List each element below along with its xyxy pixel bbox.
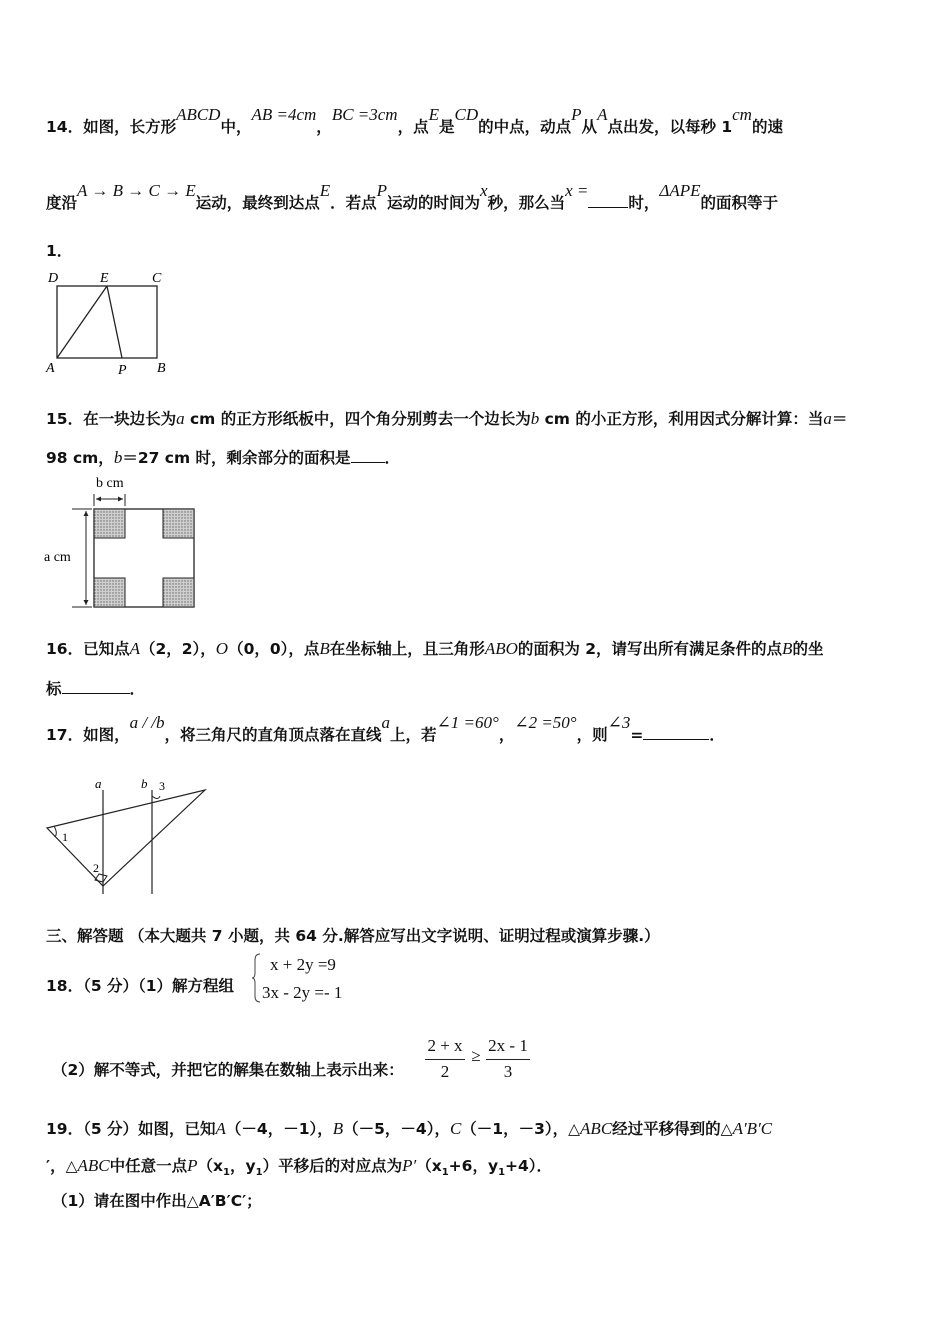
fraction-right [486,1036,530,1082]
label-b: B [157,361,166,376]
q18-line1: 18．（5 分）（1）解方程组 [46,977,235,995]
label-a: a [95,776,102,791]
math-path: A → B → C → E [77,181,196,200]
section-3-heading: 三、解答题 （本大题共 7 小题，共 64 分.解答应写出文字说明、证明过程或演算步骤.） [46,927,660,945]
q14-line1: 14．如图，长方形ABCD中，AB =4cm，BC =3cm，点E是CD的中点，动点P从A点出发，以每秒 1cm的速 [46,105,783,136]
corner-square-bl [94,578,125,607]
label-2: 2 [93,861,99,875]
q17-line1: 17．如图，a / /b，将三角尺的直角顶点落在直线a上，若∠1 =60°，∠2 =50°，则∠3= ． [46,713,725,744]
triangle-ruler [47,790,205,886]
label-d: D [48,271,59,286]
q15-line1: 15．在一块边长为a cm 的正方形纸板中，四个角分别剪去一个边长为b cm 的小正方形，利用因式分解计算：当a＝ [46,409,848,428]
equation-2: 3x - 2y =- 1 [262,983,343,1002]
label-c: C [152,271,162,286]
q19-line1: 19．（5 分）如图，已知A（－4，－1），B（－5，－4），C（－1，－3），△ABC经过平移得到的△A′B′C [46,1119,773,1138]
label-a-cm: a cm [44,550,71,565]
geq-sign: ≥ [471,1046,481,1065]
math-ab: AB =4cm [251,105,317,124]
equation-1: x + 2y =9 [270,955,336,974]
q18-line2: （2）解不等式，并把它的解集在数轴上表示出来： [52,1061,404,1079]
q14-line3: 1． [46,242,73,260]
label-b: b [141,776,148,791]
q19-line2: ′，△ABC中任意一点$P(x_1$，$y_1$）平移后的对应点为$P'(x_1+6$，$y_1+4$）． [46,1156,553,1179]
label-b-cm: b cm [96,476,124,491]
triangle-ruler-figure [40,770,220,902]
corner-square-tl [94,509,125,538]
label-e: E [100,271,109,286]
math-bc: BC =3cm [331,105,398,124]
fraction-left [425,1036,465,1082]
segment-ep [107,286,122,358]
answer-blank[interactable] [351,447,385,463]
label-1: 1 [62,830,68,844]
answer-blank[interactable] [588,192,628,208]
brace-icon [252,953,262,1003]
rectangle-figure [40,266,180,380]
label-3: 3 [159,779,165,793]
label-p: P [118,363,127,378]
q19-line3: （1）请在图中作出△A′B′C′； [52,1192,262,1210]
label-a: A [46,361,55,376]
q14-line2: 度沿A → B → C → E运动，最终到达点E．若点P运动的时间为x秒，那么当x =时，ΔAPE的面积等于 [46,181,779,212]
rect-abcd [57,286,157,358]
numerator-left: 2 + x [427,1036,463,1055]
denominator-right: 3 [503,1062,513,1081]
math-abcd: ABCD [176,105,221,124]
corner-square-tr [163,509,194,538]
numerator-right: 2x - 1 [488,1036,528,1055]
answer-blank[interactable] [643,724,709,740]
denominator-left: 2 [440,1062,450,1081]
corner-square-br [163,578,194,607]
segment-ae [57,286,107,358]
q16-line2: 标 ． [46,680,146,698]
q15-line2: 98 cm，b＝27 cm 时，剩余部分的面积是 ． [46,448,401,467]
q16-line1: 16．已知点A（2，2），O（0，0），点B在坐标轴上，且三角形ABO的面积为 2，请写出所有满足条件的点B的坐 [46,639,824,658]
square-board-figure [40,472,210,614]
answer-blank[interactable] [62,678,130,694]
